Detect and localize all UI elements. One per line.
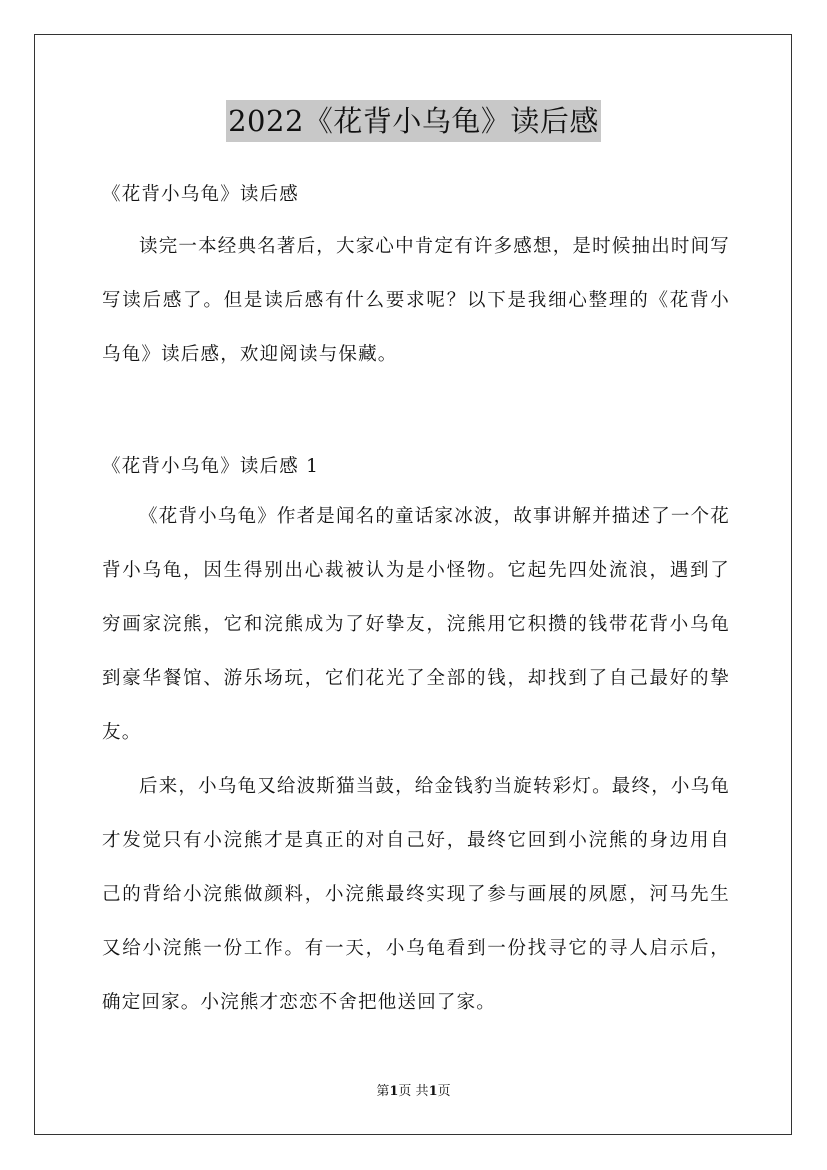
title-container bbox=[0, 100, 827, 142]
document-subtitle: 《花背小乌龟》读后感 bbox=[102, 184, 300, 205]
footer-page-mid: 页 共 bbox=[398, 1084, 429, 1099]
page-footer bbox=[0, 1080, 827, 1099]
footer-page-current: 1 bbox=[389, 1084, 399, 1099]
section-heading: 《花背小乌龟》读后感 1 bbox=[102, 456, 320, 477]
body-paragraph-2: 后来，小乌龟又给波斯猫当鼓，给金钱豹当旋转彩灯。最终，小乌龟才发觉只有小浣熊才是真正的对自己好，最终它回到小浣熊的身边用自己的背给小浣熊做颜料，小浣熊最终实现了参与画展的夙愿，河马先生又给小浣熊一份工作。有一天，小乌龟看到一份找寻它的寻人启示后，确定回家。小浣熊才恋恋不舍把他送回了家。 bbox=[102, 776, 731, 1013]
footer-page-total: 1 bbox=[428, 1084, 438, 1099]
footer-page-prefix: 第 bbox=[376, 1084, 390, 1099]
intro-paragraph: 读完一本经典名著后，大家心中肯定有许多感想，是时候抽出时间写写读后感了。但是读后感有什么要求呢？以下是我细心整理的《花背小乌龟》读后感，欢迎阅读与保藏。 bbox=[102, 236, 731, 365]
document-title: 2022《花背小乌龟》读后感 bbox=[226, 100, 601, 142]
footer-page-suffix: 页 bbox=[437, 1084, 451, 1099]
body-paragraph-1: 《花背小乌龟》作者是闻名的童话家冰波，故事讲解并描述了一个花背小乌龟，因生得别出心裁被认为是小怪物。它起先四处流浪，遇到了穷画家浣熊，它和浣熊成为了好挚友，浣熊用它积攒的钱带花背小乌龟到豪华餐馆、游乐场玩，它们花光了全部的钱，却找到了自己最好的挚友。 bbox=[102, 506, 731, 743]
